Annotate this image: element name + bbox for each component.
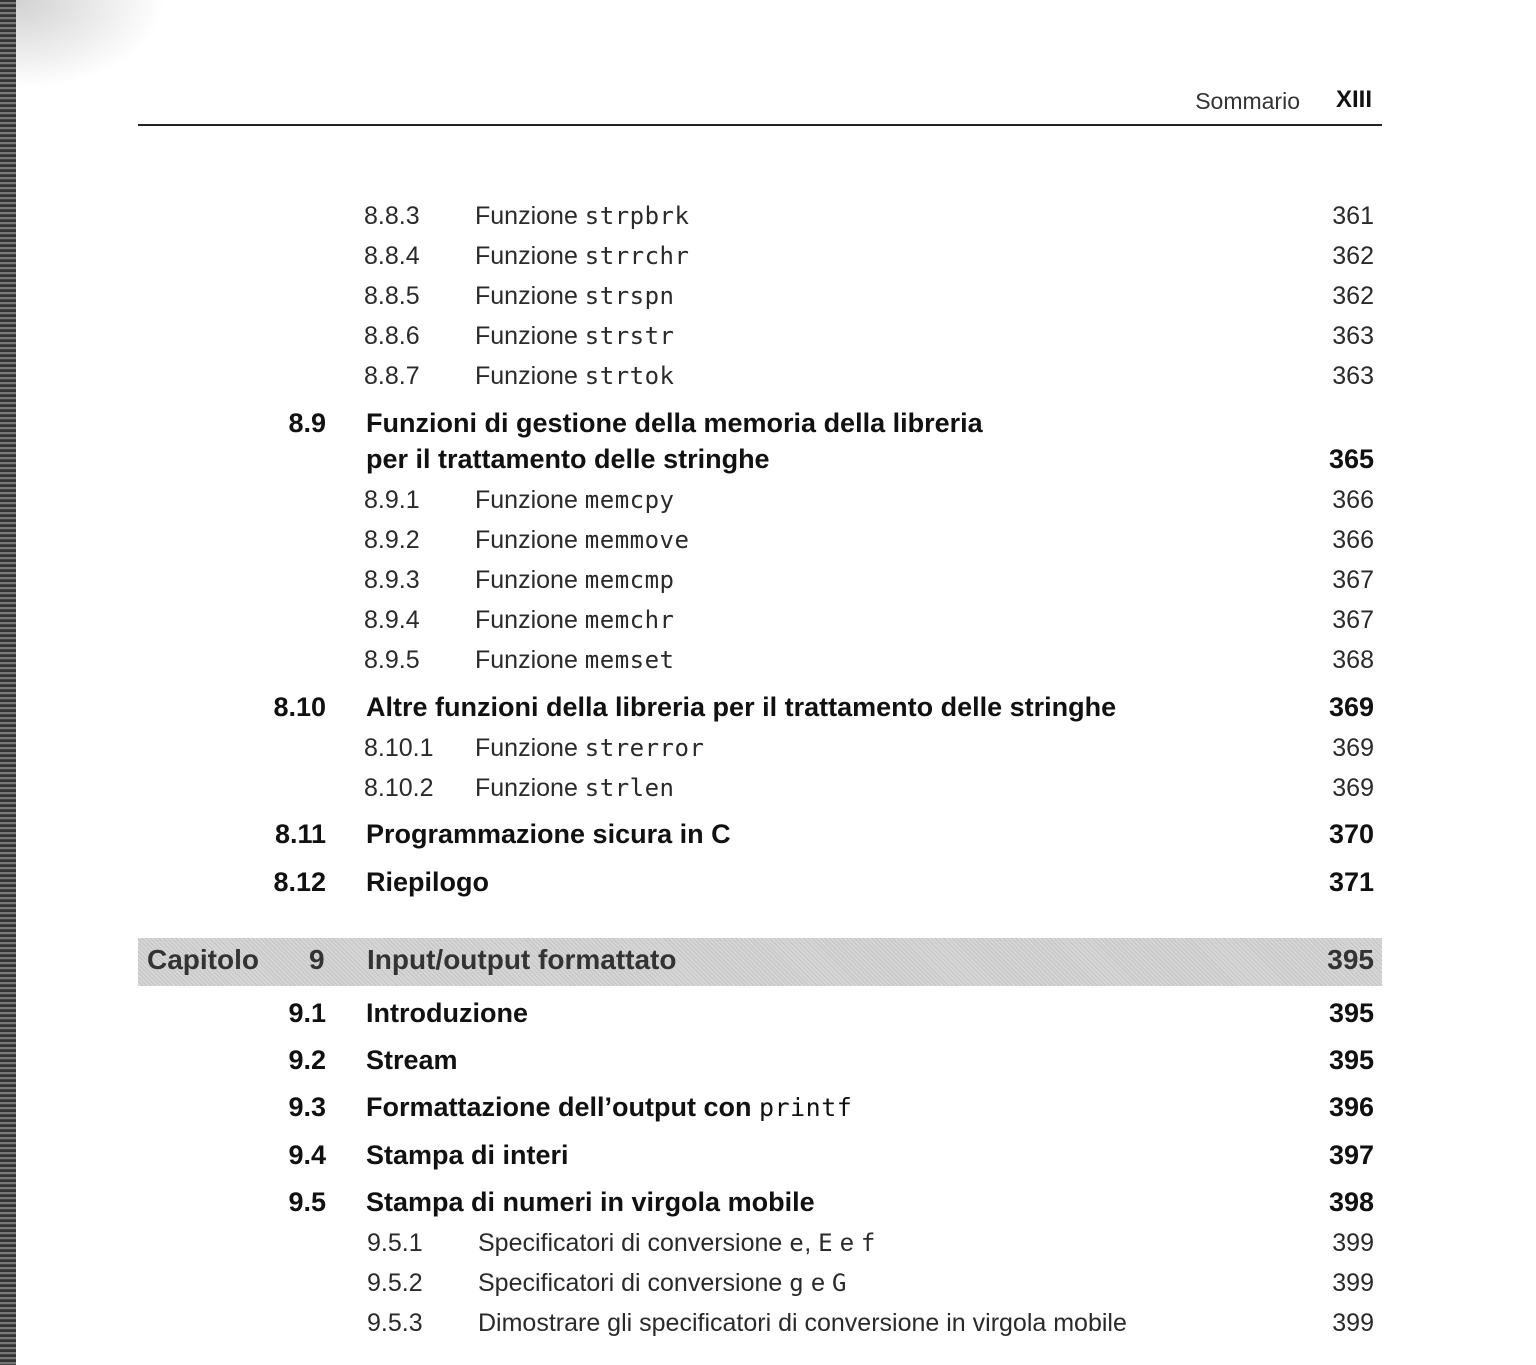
entry-page: 366 (1332, 526, 1374, 554)
entry-number: 8.10.1 (364, 734, 434, 762)
entry-title: Dimostrare gli specificatori di conversione in virgola mobile (478, 1309, 1127, 1337)
section-page: 395 (1328, 1045, 1374, 1075)
entry-title: Funzione strlen (475, 774, 675, 802)
entry-page: 362 (1332, 242, 1374, 270)
entry-number: 8.10.2 (364, 774, 434, 802)
section-page: 397 (1328, 1140, 1374, 1170)
entry-page: 399 (1332, 1269, 1374, 1297)
section-page: 371 (1328, 867, 1374, 897)
section-number: 9.5 (288, 1187, 326, 1217)
entry-number: 8.8.5 (364, 282, 420, 310)
entry-page: 363 (1332, 362, 1374, 390)
entry-title: Funzione strerror (475, 734, 705, 762)
entry-title: Funzione memmove (475, 526, 690, 554)
section-number: 9.2 (288, 1045, 326, 1075)
entry-title: Funzione strtok (475, 362, 675, 390)
section-title: Stampa di numeri in virgola mobile (366, 1187, 815, 1217)
entry-page: 363 (1332, 322, 1374, 350)
entry-number: 8.9.4 (364, 606, 420, 634)
entry-page: 367 (1332, 566, 1374, 594)
section-page: 369 (1328, 692, 1374, 722)
section-number: 8.12 (273, 867, 326, 897)
section-number: 9.1 (288, 998, 326, 1028)
book-spine-edge (0, 0, 16, 1365)
chapter-heading (138, 938, 1382, 986)
section-number: 8.9 (288, 408, 326, 438)
chapter-label: Capitolo (147, 944, 259, 975)
entry-title: Funzione strrchr (475, 242, 690, 270)
chapter-page: 395 (1327, 944, 1374, 975)
section-title: Riepilogo (366, 867, 489, 897)
entry-title: Funzione memcpy (475, 486, 675, 514)
entry-page: 399 (1332, 1229, 1374, 1257)
section-number: 9.3 (288, 1092, 326, 1122)
entry-title: Specificatori di conversione g e G (478, 1269, 847, 1297)
entry-title: Funzione strstr (475, 322, 675, 350)
section-title: Introduzione (366, 998, 528, 1028)
section-number: 8.10 (273, 692, 326, 722)
entry-title: Funzione strpbrk (475, 202, 690, 230)
entry-number: 9.5.3 (367, 1309, 423, 1337)
section-title: Programmazione sicura in C (366, 819, 731, 849)
section-title: Formattazione dell’output con printf (366, 1092, 853, 1122)
section-page: 365 (1328, 444, 1374, 474)
entry-number: 8.9.3 (364, 566, 420, 594)
section-page: 395 (1328, 998, 1374, 1028)
entry-number: 8.8.3 (364, 202, 420, 230)
entry-number: 8.9.5 (364, 646, 420, 674)
entry-page: 367 (1332, 606, 1374, 634)
chapter-title: Input/output formattato (367, 944, 677, 975)
entry-title: Funzione strspn (475, 282, 675, 310)
section-title: Stream (366, 1045, 458, 1075)
entry-page: 399 (1332, 1309, 1374, 1337)
entry-number: 9.5.1 (367, 1229, 423, 1257)
entry-number: 8.8.6 (364, 322, 420, 350)
entry-page: 368 (1332, 646, 1374, 674)
entry-title: Specificatori di conversione e, E e f (478, 1229, 876, 1257)
section-title: Funzioni di gestione della memoria della libreria (366, 408, 983, 438)
entry-number: 9.5.2 (367, 1269, 423, 1297)
section-page: 396 (1328, 1092, 1374, 1122)
section-title: Stampa di interi (366, 1140, 569, 1170)
header-page-number: XIII (1335, 86, 1372, 113)
section-page: 398 (1328, 1187, 1374, 1217)
running-header (138, 84, 1382, 126)
entry-number: 8.9.1 (364, 486, 420, 514)
entry-page: 361 (1332, 202, 1374, 230)
section-number: 9.4 (288, 1140, 326, 1170)
chapter-number: 9 (309, 944, 325, 975)
entry-number: 8.9.2 (364, 526, 420, 554)
entry-page: 362 (1332, 282, 1374, 310)
entry-number: 8.8.7 (364, 362, 420, 390)
entry-page: 369 (1332, 774, 1374, 802)
section-title: Altre funzioni della libreria per il trattamento delle stringhe (366, 692, 1117, 722)
entry-title: Funzione memcmp (475, 566, 675, 594)
section-number: 8.11 (274, 819, 326, 849)
scan-shadow (16, 0, 166, 90)
entry-title: Funzione memset (475, 646, 675, 674)
entry-title: Funzione memchr (475, 606, 675, 634)
section-page: 370 (1328, 819, 1374, 849)
header-section-title: Sommario (1195, 88, 1300, 114)
entry-page: 369 (1332, 734, 1374, 762)
section-title-line2: per il trattamento delle stringhe (366, 444, 770, 474)
entry-number: 8.8.4 (364, 242, 420, 270)
entry-page: 366 (1332, 486, 1374, 514)
